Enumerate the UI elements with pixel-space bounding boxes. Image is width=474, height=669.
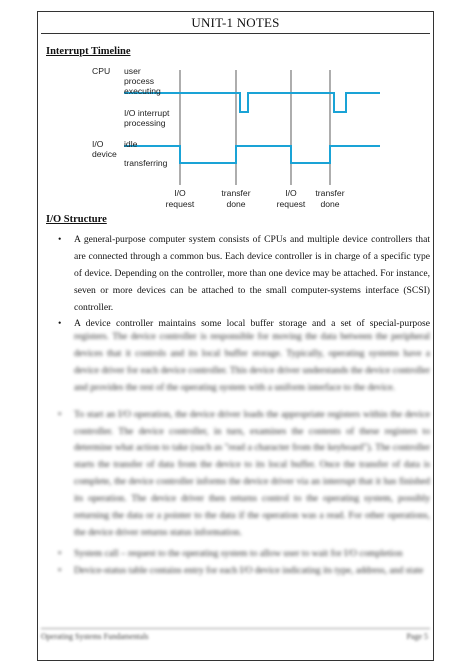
bullet-dot-icon: • xyxy=(58,564,62,576)
cpu-label: CPU xyxy=(92,66,111,76)
event-label: I/O xyxy=(285,188,297,198)
bullet-list xyxy=(46,232,430,317)
cpu-interrupt-label: processing xyxy=(124,118,166,128)
cpu-state-label: process xyxy=(124,76,155,86)
bullet-dot-icon: • xyxy=(58,408,62,420)
section-heading-io-structure: I/O Structure xyxy=(46,214,107,225)
event-label: request xyxy=(276,199,306,209)
blurred-content xyxy=(46,330,430,580)
list-item-text: A device controller maintains some local buffer storage and a set of special-purpose xyxy=(74,318,430,329)
io-idle-label: idle xyxy=(124,139,138,149)
list-item-text: System call – request to the operating system to allow user to wait for I/O completion xyxy=(74,547,403,559)
list-item xyxy=(46,546,430,563)
section-heading-interrupt-timeline: Interrupt Timeline xyxy=(46,46,131,57)
list-item-text: To start an I/O operation, the device driver loads the appropriate registers within the device controller. The device controller, in turn, examines the contents of these registers to determine what action to take (such as "read a character from the keyboard"). The controller starts the transfer of data from the device to its local buffer. Once the transfer of data is complete, the device controller informs the device driver via an interrupt that it has finished its operation. The device driver then returns control to the operating system, possibly returning the data or a pointer to the data if the operation was a read. For other operations, the device driver returns status information. xyxy=(74,408,430,538)
event-label: I/O xyxy=(174,188,186,198)
bullet-dot-icon: • xyxy=(58,547,62,559)
event-label: transfer xyxy=(315,188,345,198)
footer-left-text: Operating Systems Fundamentals xyxy=(41,632,149,641)
list-item-text: Device-status table contains entry for each I/O device indicating its type, address, and state xyxy=(74,564,424,576)
event-label: done xyxy=(226,199,246,209)
page-title: UNIT-1 NOTES xyxy=(41,15,430,34)
list-item xyxy=(46,563,430,580)
interrupt-timeline-diagram xyxy=(80,60,390,216)
cpu-state-label: user xyxy=(124,66,141,76)
list-item-text: registers. The device controller is responsible for moving the data between the peripheral devices that it controls and its local buffer storage. Typically, operating systems have a device driver for each device controller. This device driver understands the device controller and provides the rest of the operating system with a uniform interface to the device. xyxy=(74,331,430,393)
io-device-label: device xyxy=(92,149,117,159)
list-item xyxy=(46,407,430,542)
io-transferring-label: transferring xyxy=(124,158,168,168)
page-footer xyxy=(41,628,430,641)
bullet-dot-icon: • xyxy=(58,234,62,245)
event-label: done xyxy=(320,199,340,209)
event-label: request xyxy=(165,199,195,209)
event-label: transfer xyxy=(221,188,251,198)
cpu-interrupt-label: I/O interrupt xyxy=(124,108,170,118)
list-item xyxy=(46,232,430,317)
list-item-text: A general-purpose computer system consists of CPUs and multiple device controllers that are connected through a common bus. Each device controller is in charge of a specific type of device. Depending on the controller, more than one device may be attached. For instance, seven or more devices can be attached to the small computer-systems interface (SCSI) controller. xyxy=(74,234,430,313)
footer-page-number: Page 5 xyxy=(406,632,428,641)
io-device-label: I/O xyxy=(92,139,104,149)
cpu-state-label: executing xyxy=(124,86,161,96)
list-item xyxy=(46,329,430,397)
bullet-dot-icon: • xyxy=(58,318,62,329)
